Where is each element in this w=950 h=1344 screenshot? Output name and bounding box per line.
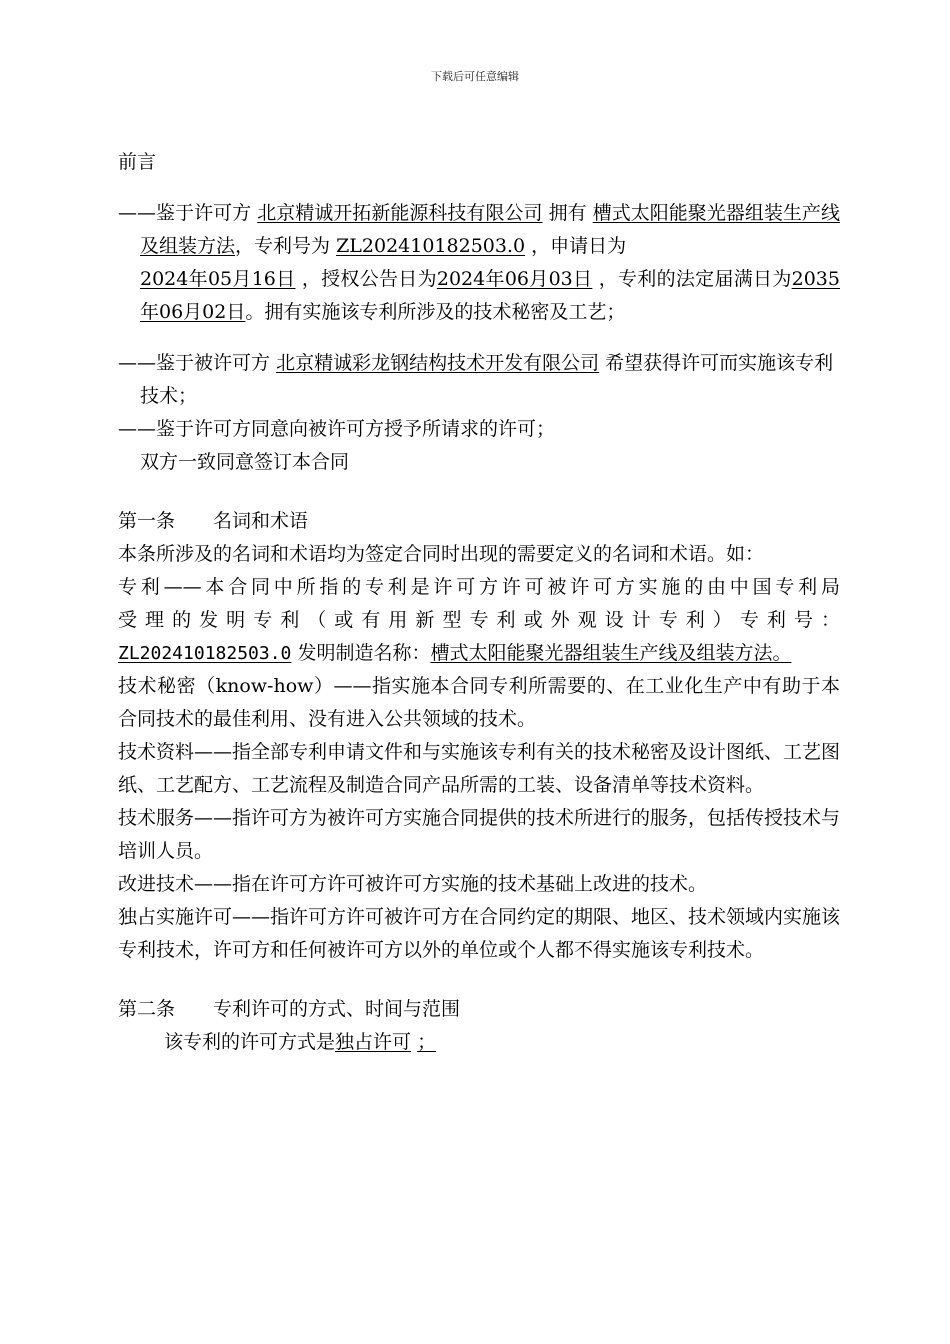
patent-name-2: 槽式太阳能聚光器组装生产线及组装方法。 bbox=[430, 642, 792, 664]
patent-name: 槽式太阳能聚光器组装生产线及组装方法 bbox=[140, 202, 840, 257]
patent-definition-line-1: 专利——本合同中所指的专利是许可方许可被许可方实施的由中国专利局 bbox=[118, 576, 840, 598]
preface-paragraph-4: 双方一致同意签订本合同 bbox=[140, 451, 350, 473]
exclusive-license-definition: 独占实施许可——指许可方许可被许可方在合同约定的期限、地区、技术领域内实施该专利技术，许可方和任何被许可方以外的单位或个人都不得实施该专利技术。 bbox=[118, 906, 841, 961]
article-1-title: 第一条 名词和术语 bbox=[118, 510, 309, 532]
patent-definition-line-2: 受理的发明专利（或有用新型专利或外观设计专利）专利号： bbox=[118, 609, 840, 631]
article-2-line-1: 该专利的许可方式是独占许可 ； bbox=[164, 1031, 437, 1053]
article-2-title: 第二条 专利许可的方式、时间与范围 bbox=[118, 998, 461, 1020]
preface-title: 前言 bbox=[118, 151, 157, 173]
patent-definition-line-3: ZL202410182503.0 发明制造名称：槽式太阳能聚光器组装生产线及组装方法。 bbox=[118, 642, 792, 664]
tech-service-definition: 技术服务——指许可方为被许可方实施合同提供的技术所进行的服务，包括传授技术与培训人员。 bbox=[118, 807, 841, 862]
expire-date: 2035年06月02日 bbox=[140, 268, 840, 323]
preface-paragraph-1: ——鉴于许可方 北京精诚开拓新能源科技有限公司 拥有 槽式太阳能聚光器组装生产线及组装方法，专利号为 ZL202410182503.0 ，申请日为 2024年05月16日 ，授权公告日为2024年06月03日 ，专利的法定届满日为2035年06月02日。拥有实施该专利所涉及的技术秘密及工艺； bbox=[118, 202, 840, 323]
licensee-name: 北京精诚彩龙钢结构技术开发有限公司 bbox=[276, 352, 600, 374]
improved-tech-definition: 改进技术——指在许可方许可被许可方实施的技术基础上改进的技术。 bbox=[118, 873, 708, 895]
document-body bbox=[118, 146, 840, 1059]
apply-date: 2024年05月16日 bbox=[140, 268, 296, 290]
patent-number: ZL202410182503.0 bbox=[336, 235, 526, 257]
tech-data-definition: 技术资料——指全部专利申请文件和与实施该专利有关的技术秘密及设计图纸、工艺图纸、工艺配方、工艺流程及制造合同产品所需的工装、设备清单等技术资料。 bbox=[118, 741, 841, 796]
preface-paragraph-3: ——鉴于许可方同意向被许可方授予所请求的许可； bbox=[118, 418, 556, 440]
licensor-name: 北京精诚开拓新能源科技有限公司 bbox=[257, 202, 543, 224]
knowhow-definition: 技术秘密（know-how）——指实施本合同专利所需要的、在工业化生产中有助于本合同技术的最佳利用、没有进入公共领域的技术。 bbox=[118, 675, 840, 730]
page-header: 下载后可任意编辑 bbox=[431, 70, 519, 83]
grant-date: 2024年06月03日 bbox=[436, 268, 593, 290]
preface-paragraph-2: ——鉴于被许可方 北京精诚彩龙钢结构技术开发有限公司 希望获得许可而实施该专利技术； bbox=[118, 352, 834, 407]
article-1-intro: 本条所涉及的名词和术语均为签定合同时出现的需要定义的名词和术语。如： bbox=[118, 543, 765, 565]
license-type: 独占许可 bbox=[335, 1031, 412, 1053]
patent-number-2: ZL202410182503.0 bbox=[118, 643, 292, 664]
